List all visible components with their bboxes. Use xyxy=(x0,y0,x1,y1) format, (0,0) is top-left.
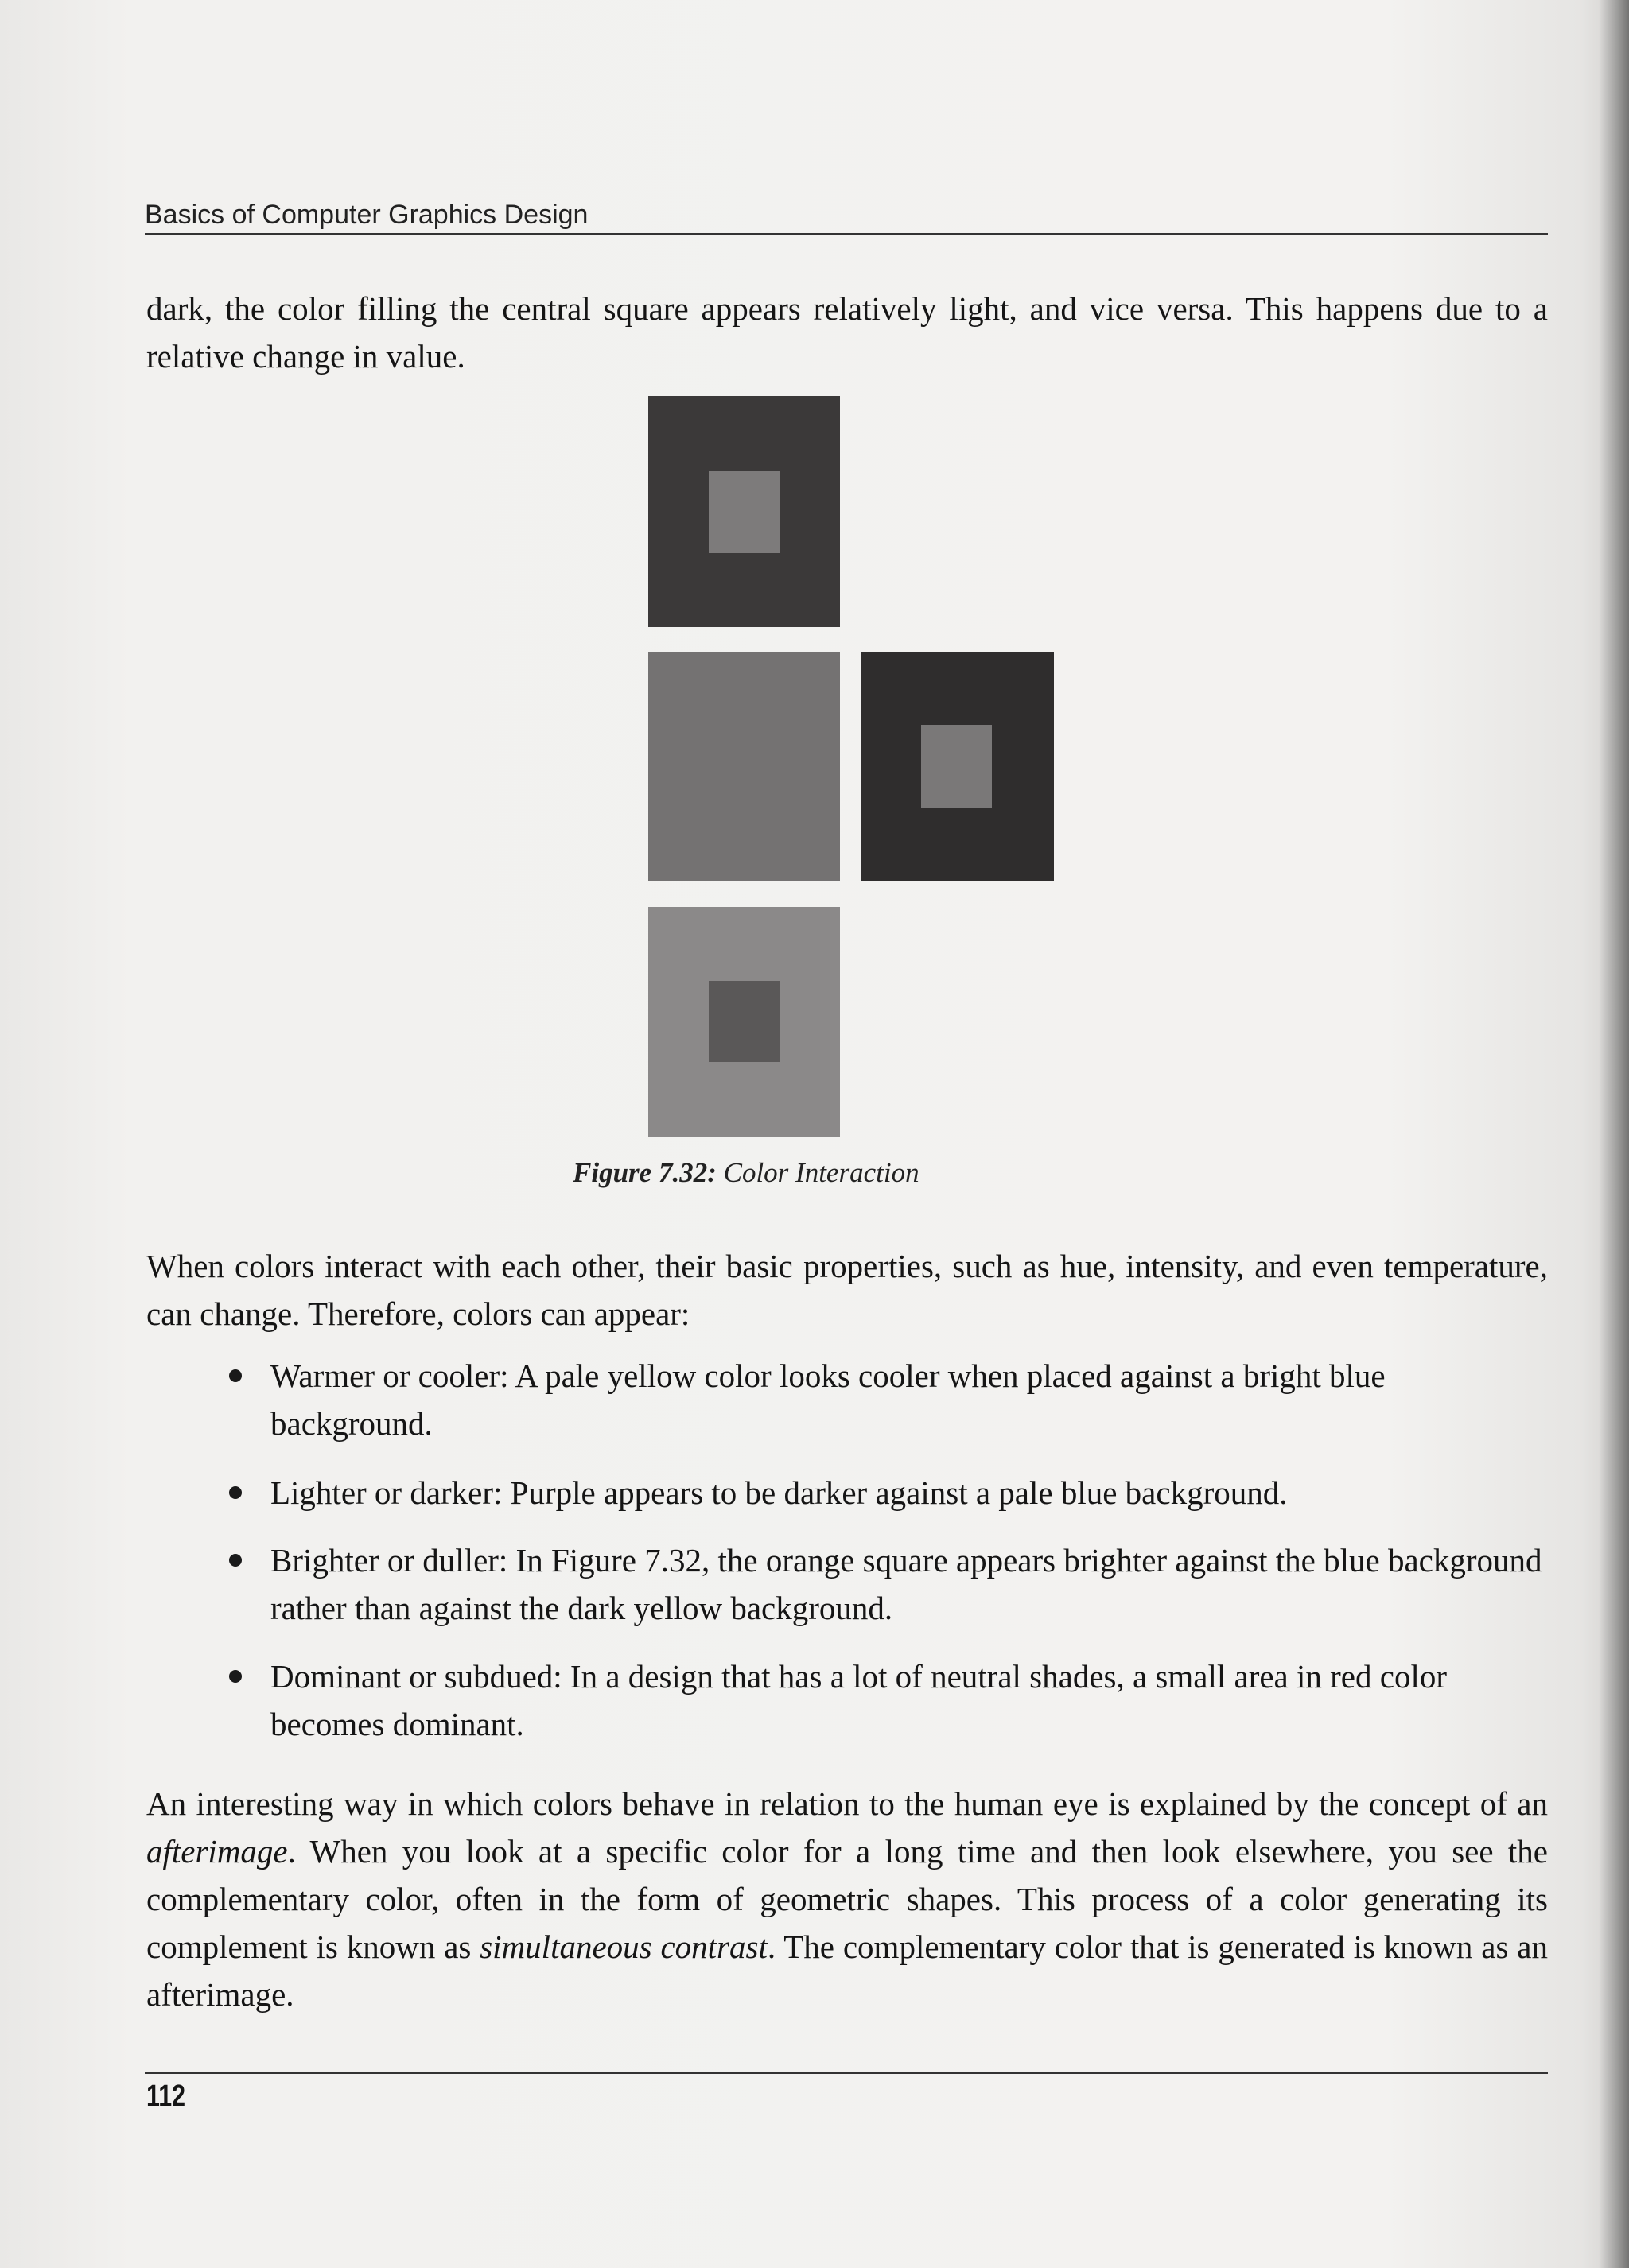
list-item-text: Dominant or subdued: In a design that has a lot of neutral shades, a small area in red color becomes dominant. xyxy=(270,1658,1447,1742)
intro-paragraph: dark, the color filling the central square appears relatively light, and vice versa. This happens due to a relative change in value. xyxy=(146,290,1548,375)
panel-1-inner xyxy=(709,471,780,553)
header-rule xyxy=(145,233,1548,235)
afterimage-text-2: . When you look at a specific color for a long time and then look elsewhere, you see the complementary color, often in the form of geometric shapes. This process of a color generating its complement is known as xyxy=(146,1833,1548,1965)
panel-4-inner xyxy=(709,981,780,1062)
bullet-icon xyxy=(229,1670,242,1683)
footer-rule xyxy=(145,2072,1548,2074)
list-item-text: Lighter or darker: Purple appears to be darker against a pale blue background. xyxy=(270,1474,1288,1511)
simultaneous-contrast-term: simultaneous contrast xyxy=(480,1928,768,1965)
panel-3-inner xyxy=(921,725,992,808)
list-item-text: Warmer or cooler: A pale yellow color looks cooler when placed against a bright blue background. xyxy=(270,1357,1386,1442)
figure-caption xyxy=(573,1157,1153,1189)
bullet-icon xyxy=(229,1486,242,1499)
afterimage-text-1: An interesting way in which colors behave in relation to the human eye is explained by the concept of an xyxy=(146,1785,1548,1822)
bullet-icon xyxy=(229,1554,242,1567)
interaction-paragraph: When colors interact with each other, their basic properties, such as hue, intensity, and even temperature, can change. Therefore, colors can appear: xyxy=(146,1248,1548,1332)
figure-caption-label: Figure 7.32: xyxy=(573,1157,717,1188)
page-number: 112 xyxy=(146,2080,186,2113)
list-item-text: Brighter or duller: In Figure 7.32, the orange square appears brighter against the blue background rather than against the dark yellow background. xyxy=(270,1542,1542,1626)
running-head: Basics of Computer Graphics Design xyxy=(145,200,589,230)
figure-caption-title: Color Interaction xyxy=(723,1157,919,1188)
page-spine-shadow xyxy=(1599,0,1629,2268)
afterimage-term: afterimage xyxy=(146,1833,288,1870)
panel-2-inner xyxy=(709,725,780,808)
afterimage-text-3: . The complementary color that is generated is known as an afterimage. xyxy=(146,1928,1548,2013)
bullet-icon xyxy=(229,1369,242,1382)
afterimage-paragraph xyxy=(146,1780,1548,2018)
